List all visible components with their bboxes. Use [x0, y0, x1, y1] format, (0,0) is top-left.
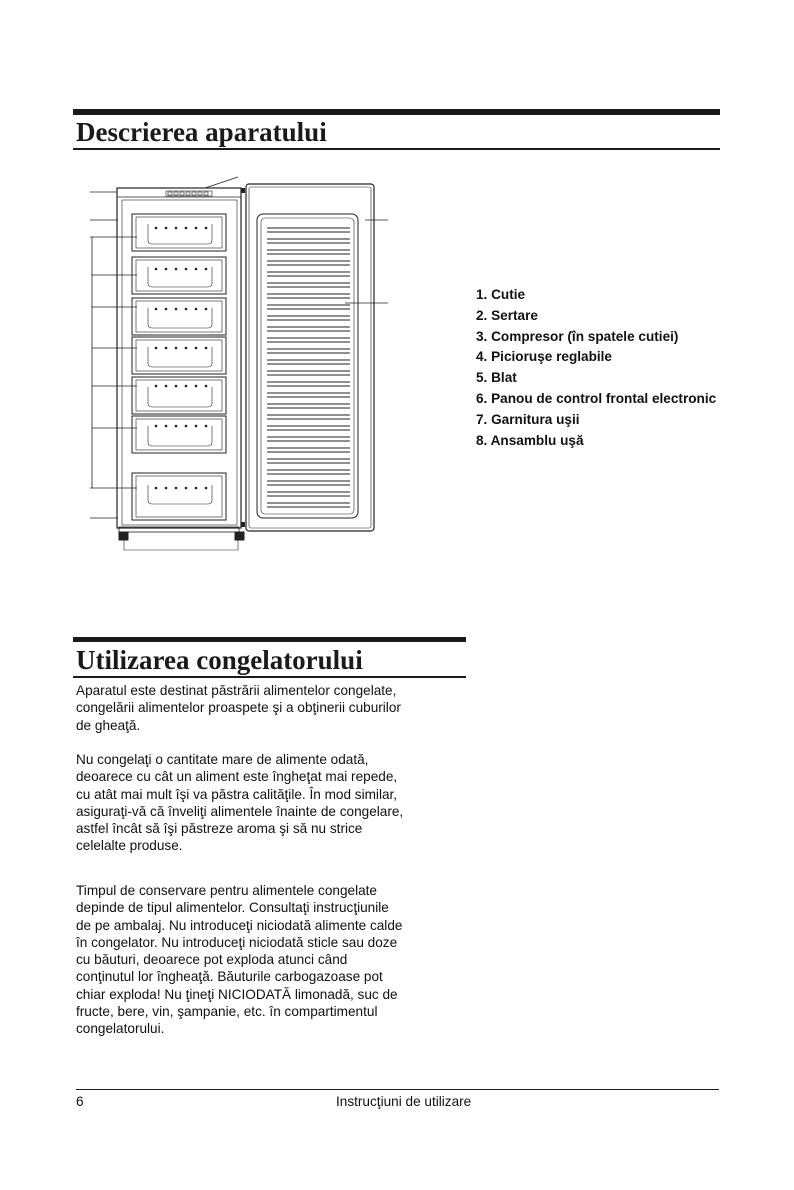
paragraph: Aparatul este destinat păstrării alimentelor congelate, congelării alimentelor proaspete şi a obţinerii cuburilor de gheaţă. — [76, 683, 401, 733]
section-title-underline — [73, 676, 466, 678]
legend-item: 8. Ansamblu uşă — [476, 432, 584, 448]
section-title-description: Descrierea aparatului — [76, 117, 327, 147]
footer-title: Instrucţiuni de utilizare — [336, 1094, 472, 1109]
control-panel — [166, 191, 212, 196]
door — [246, 184, 374, 531]
legend-item: 2. Sertare — [476, 307, 538, 323]
legend-item: 3. Compresor (în spatele cutiei) — [476, 328, 679, 344]
legend-item: 4. Picioruşe reglabile — [476, 349, 612, 365]
section-title-usage: Utilizarea congelatorului — [76, 645, 363, 675]
freezer-diagram — [70, 170, 400, 560]
paragraph: Nu congelaţi o cantitate mare de alimente odată, deoarece cu cât un aliment este îngheţat mai repede, cu atât mai mult îşi va păstra calităţile. În mod similar, asiguraţi-vă că înveliţi alimentele înainte de congelare, astfel încât să îşi păstreze aroma şi să nu strice celelalte produse. — [76, 752, 404, 854]
paragraph: Timpul de conservare pentru alimentele congelate depinde de tipul alimentelor. Consultaţi instrucţiunile de pe ambalaj. Nu introduceţi niciodată alimente calde în congelator. Nu introduceţi niciodată sticle sau doze cu băuturi, deoarece pot exploda atunci când conţinutul lor îngheaţă. Băuturile carbogazoase pot chiar exploda! Nu ţineţi NICIODATĂ limonadă, suc de fructe, bere, vin, şampanie, etc. în compartimentul congelatorului. — [76, 883, 403, 1037]
freezer-diagram-content — [90, 177, 388, 550]
drawers — [132, 214, 226, 520]
cabinet-outline — [117, 188, 241, 528]
page-number: 6 — [76, 1094, 84, 1109]
footer-rule — [76, 1089, 719, 1090]
parts-legend — [476, 285, 716, 451]
legend-item: 6. Panou de control frontal electronic — [476, 390, 717, 406]
section-title-underline — [73, 148, 720, 150]
legend-item: 1. Cutie — [476, 287, 526, 302]
door-shelves — [267, 228, 350, 507]
legend-item: 7. Garnitura uşii — [476, 411, 580, 427]
section-top-bar — [73, 109, 720, 115]
cabinet-base — [119, 527, 244, 550]
section-top-bar — [73, 637, 466, 642]
legend-item: 5. Blat — [476, 370, 517, 386]
